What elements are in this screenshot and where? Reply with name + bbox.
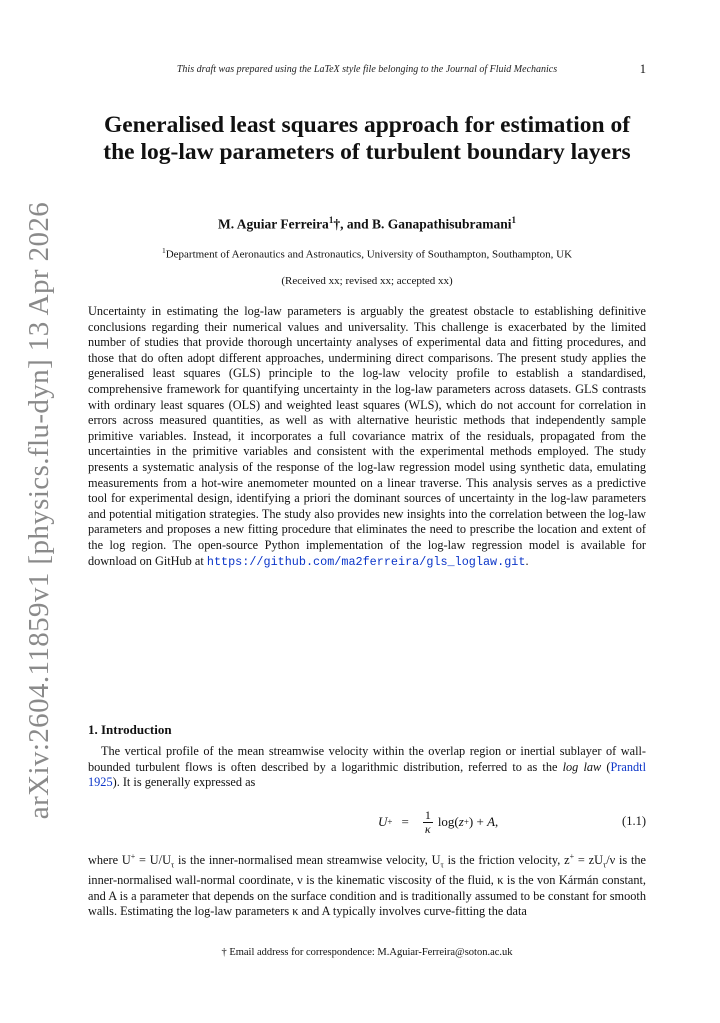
eq-lhs-sup: + <box>387 817 393 827</box>
eq-fraction <box>423 809 433 836</box>
arxiv-stamp-text: arXiv:2604.11859v1 [physics.flu-dyn] 13 Apr 2026 <box>23 201 56 819</box>
intro-paragraph-2: where $U^+ = U/U_\tau$ is the inner-normalised mean streamwise velocity, $U_\tau$ is the friction velocity, $z^+ = zU_\tau/\nu$ is the inner-normalised wall-normal coordinate, ν is the kinematic viscosity of the fluid, κ is the von Kármán constant, and A is a parameter that depends on the surface condition and is traditionally assumed to be constant for smooth walls. Estimating the log-law parameters κ and A typically involves curve-fitting the data <box>88 852 647 919</box>
intro-p2-c: is the inner-normalised mean streamwise velocity, U <box>174 853 441 868</box>
intro-p2-e: = zU <box>574 853 603 868</box>
section-heading-introduction: 1. Introduction <box>88 722 172 737</box>
correspondence-footnote: † Email address for correspondence: M.Aguiar-Ferreira@soton.ac.uk <box>221 947 513 958</box>
intro-p2-b: = U/U <box>135 853 171 868</box>
page-number: 1 <box>639 62 646 76</box>
eq-arg-sup: + <box>463 817 469 827</box>
eq-arg: z <box>458 814 464 829</box>
author-2-affil-mark: 1 <box>511 215 517 225</box>
running-head: This draft was prepared using the LaTeX style file belonging to the Journal of Fluid Mechanics <box>176 64 558 75</box>
affiliation <box>88 246 646 261</box>
abstract <box>88 304 646 570</box>
eq-comma: , <box>495 814 499 829</box>
intro-p2-a: where U <box>88 853 131 868</box>
abstract-end: . <box>525 553 529 568</box>
equation-number: (1.1) <box>622 814 646 828</box>
author-1-name: M. Aguiar Ferreira <box>217 216 329 232</box>
affiliation-text: Department of Aeronautics and Astronautics, University of Southampton, Southampton, UK <box>165 248 573 261</box>
eq-const: A <box>487 814 496 829</box>
paper-title: Generalised least squares approach for estimation of the log-law parameters of turbulent boundary layers <box>103 112 631 165</box>
author-line <box>88 215 646 233</box>
abstract-text: Uncertainty in estimating the log-law parameters is arguably the greatest obstacle to establishing definitive conclusions regarding their numerical values and universality. This challenge is exacerbated by the limited number of studies that provide thorough uncertainty analyses of experimental data and fitting procedures, and those that do often adopt different approaches, undermining direct comparisons. The present study applies the generalised least squares (GLS) principle to the log-law velocity profile to establish a standardised, comprehensive framework for quantifying uncertainty in the log-law parameters across datasets. GLS contrasts with ordinary least squares (OLS) and weighted least squares (WLS), which do not account for correlation in errors across measured quantities, as well as with alternative heuristic methods that independently sample primitive variables. Instead, it incorporates a full covariance matrix of the residuals, propagated from the uncertainties in the primitive variables and consistent with the experimental methods employed. The study presents a systematic analysis of the response of the log-law regression model using synthetic data, emulating measurements from a hot-wire anemometer mounted on a linear traverse. This analysis serves as a predictive tool for experimental design, identifying a priori the dominant sources of uncertainty in the log-law parameters and potential mitigation strategies. The study also provides new insights into the correlation between the log-law parameters and proposes a new fitting procedure that eliminates the need to prescribe the location and extent of the log region. The open-source Python implementation of the log-law regression model is available for download on GitHub at <box>88 304 646 568</box>
eq-frac-numerator: 1 <box>424 807 431 822</box>
received-dates: (Received xx; revised xx; accepted xx) <box>281 275 453 287</box>
eq-equals: = <box>401 814 409 829</box>
author-1-affil-mark: 1 <box>328 215 334 225</box>
eq-log: log( <box>437 814 459 829</box>
arxiv-identifier-stamp <box>14 200 66 820</box>
eq-frac-denominator: κ <box>424 821 431 836</box>
author-1-dagger: †, and <box>333 216 372 232</box>
equation-1-1 <box>88 804 646 840</box>
intro-p2-d: is the friction velocity, z <box>443 853 570 868</box>
intro-p2-f: /ν is the inner-normalised wall-normal coordinate, ν is the kinematic viscosity of the fluid, κ is the von Kármán constant, and A is a parameter that depends on the surface condition and is traditionally assumed to be constant for smooth walls. Estimating the log-law parameters κ and A typically involves curve-fitting the data <box>88 853 647 919</box>
github-link[interactable]: https://github.com/ma2ferreira/gls_loglaw.git <box>206 554 526 569</box>
equation-body <box>378 804 498 840</box>
intro-p1-text: The vertical profile of the mean streamwise velocity within the overlap region or inertial sublayer of wall-bounded turbulent flows is often described by a logarithmic distribution, referred to as the <box>88 744 646 774</box>
author-2-name: B. Ganapathisubramani <box>371 216 512 232</box>
citation-prandtl[interactable]: Prandtl 1925 <box>88 759 646 790</box>
eq-rest: ) + <box>468 814 488 829</box>
intro-paragraph-1: The vertical profile of the mean streamwise velocity within the overlap region or inertial sublayer of wall-bounded turbulent flows is often described by a logarithmic distribution, referred to as the log law (Prandtl 1925). It is generally expressed as <box>88 744 646 790</box>
log-law-term: log law <box>562 759 602 774</box>
affiliation-mark: 1 <box>161 246 166 255</box>
eq-lhs: U <box>378 814 388 829</box>
intro-p1-end: ). It is generally expressed as <box>112 775 256 790</box>
